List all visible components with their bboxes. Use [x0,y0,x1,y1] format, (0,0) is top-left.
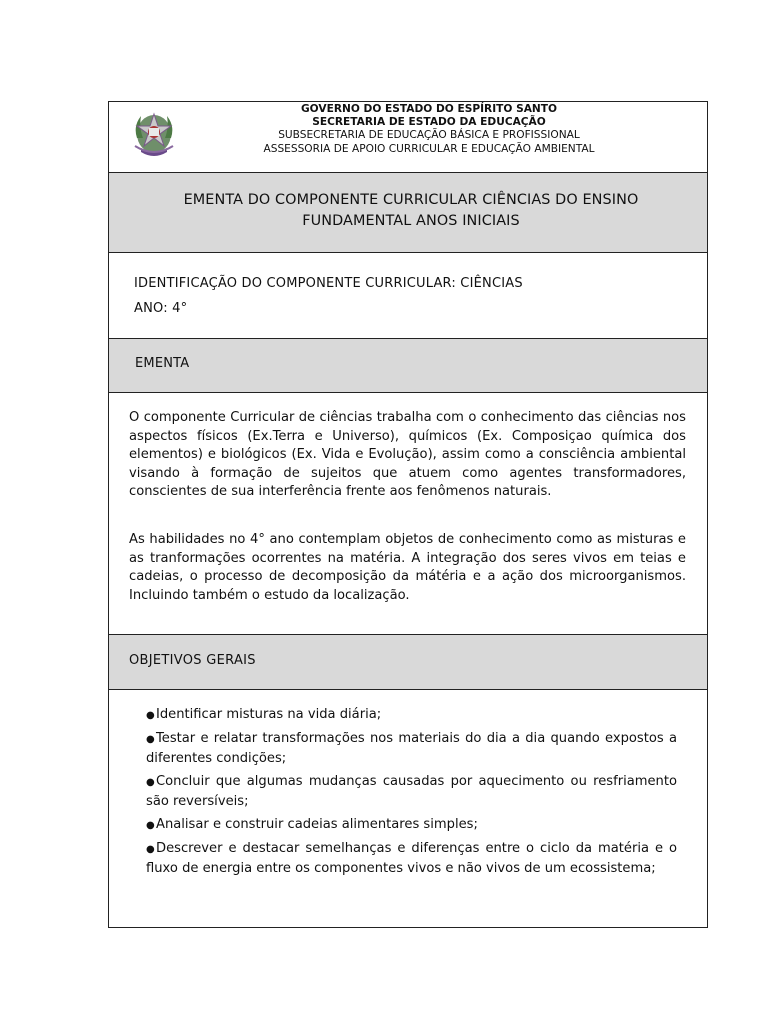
objective-text: Descrever e destacar semelhanças e diferenças entre o ciclo da matéria e o fluxo de energia entre os componentes vivos e não vivos de um ecossistema; [146,841,677,876]
header-subsecretariat: SUBSECRETARIA DE EDUCAÇÃO BÁSICA E PROFISSIONAL [278,129,580,142]
ementa-paragraph-1: O componente Curricular de ciências trabalha com o conhecimento das ciências nos aspectos físicos (Ex.Terra e Universo), químicos (Ex. Composiçao química dos elementos) e biológicos (Ex. Vida e Evolução), assim como a consciência ambiental visando à formação de sujeitos que atuem como agentes transformadores, conscientes de sua interferência frente aos fenômenos naturais. [129,410,686,500]
document-frame [108,101,708,928]
header-titles [239,103,619,156]
bullet-icon: ● [146,710,155,721]
identification-section [109,253,707,339]
list-item [146,816,677,835]
document-title: EMENTA DO COMPONENTE CURRICULAR CIÊNCIAS DO ENSINO FUNDAMENTAL ANOS INICIAIS [183,192,639,229]
ementa-heading-section [109,339,707,393]
title-section [109,173,707,253]
bullet-icon: ● [146,844,155,856]
bullet-icon: ● [146,820,155,832]
school-year: ANO: 4° [134,301,188,316]
list-item [146,730,677,768]
component-identification: IDENTIFICAÇÃO DO COMPONENTE CURRICULAR: CIÊNCIAS [134,276,523,291]
objectives-list [146,706,677,883]
state-coat-of-arms-icon [127,108,181,160]
objective-text: Testar e relatar transformações nos materiais do dia a dia quando expostos a diferentes condições; [146,731,677,766]
objectives-heading-section [109,635,707,690]
bullet-icon: ● [146,777,155,789]
objectives-heading: OBJETIVOS GERAIS [129,653,256,668]
header-advisory: ASSESSORIA DE APOIO CURRICULAR E EDUCAÇÃO AMBIENTAL [263,142,595,155]
objective-text: Analisar e construir cadeias alimentares simples; [156,817,478,833]
header-government: GOVERNO DO ESTADO DO ESPÍRITO SANTO [300,103,558,115]
ementa-body [109,393,707,635]
list-item [146,840,677,878]
objective-text: Identificar misturas na vida diária; [156,707,382,722]
header-secretariat: SECRETARIA DE ESTADO DA EDUCAÇÃO [312,116,546,129]
document-header [109,102,707,173]
objective-text: Concluir que algumas mudanças causadas por aquecimento ou resfriamento são reversíveis; [146,774,677,809]
bullet-icon: ● [146,734,155,746]
ementa-paragraph-2: As habilidades no 4° ano contemplam objetos de conhecimento como as misturas e as tranformações ocorrentes na matéria. A integração dos seres vivos em teias e cadeias, o processo de decomposição da mátéria e a ação dos microorganismos. Incluindo também o estudo da localização. [129,532,686,603]
list-item [146,706,677,725]
ementa-heading: EMENTA [135,356,190,371]
objectives-body [109,690,707,927]
list-item [146,773,677,811]
